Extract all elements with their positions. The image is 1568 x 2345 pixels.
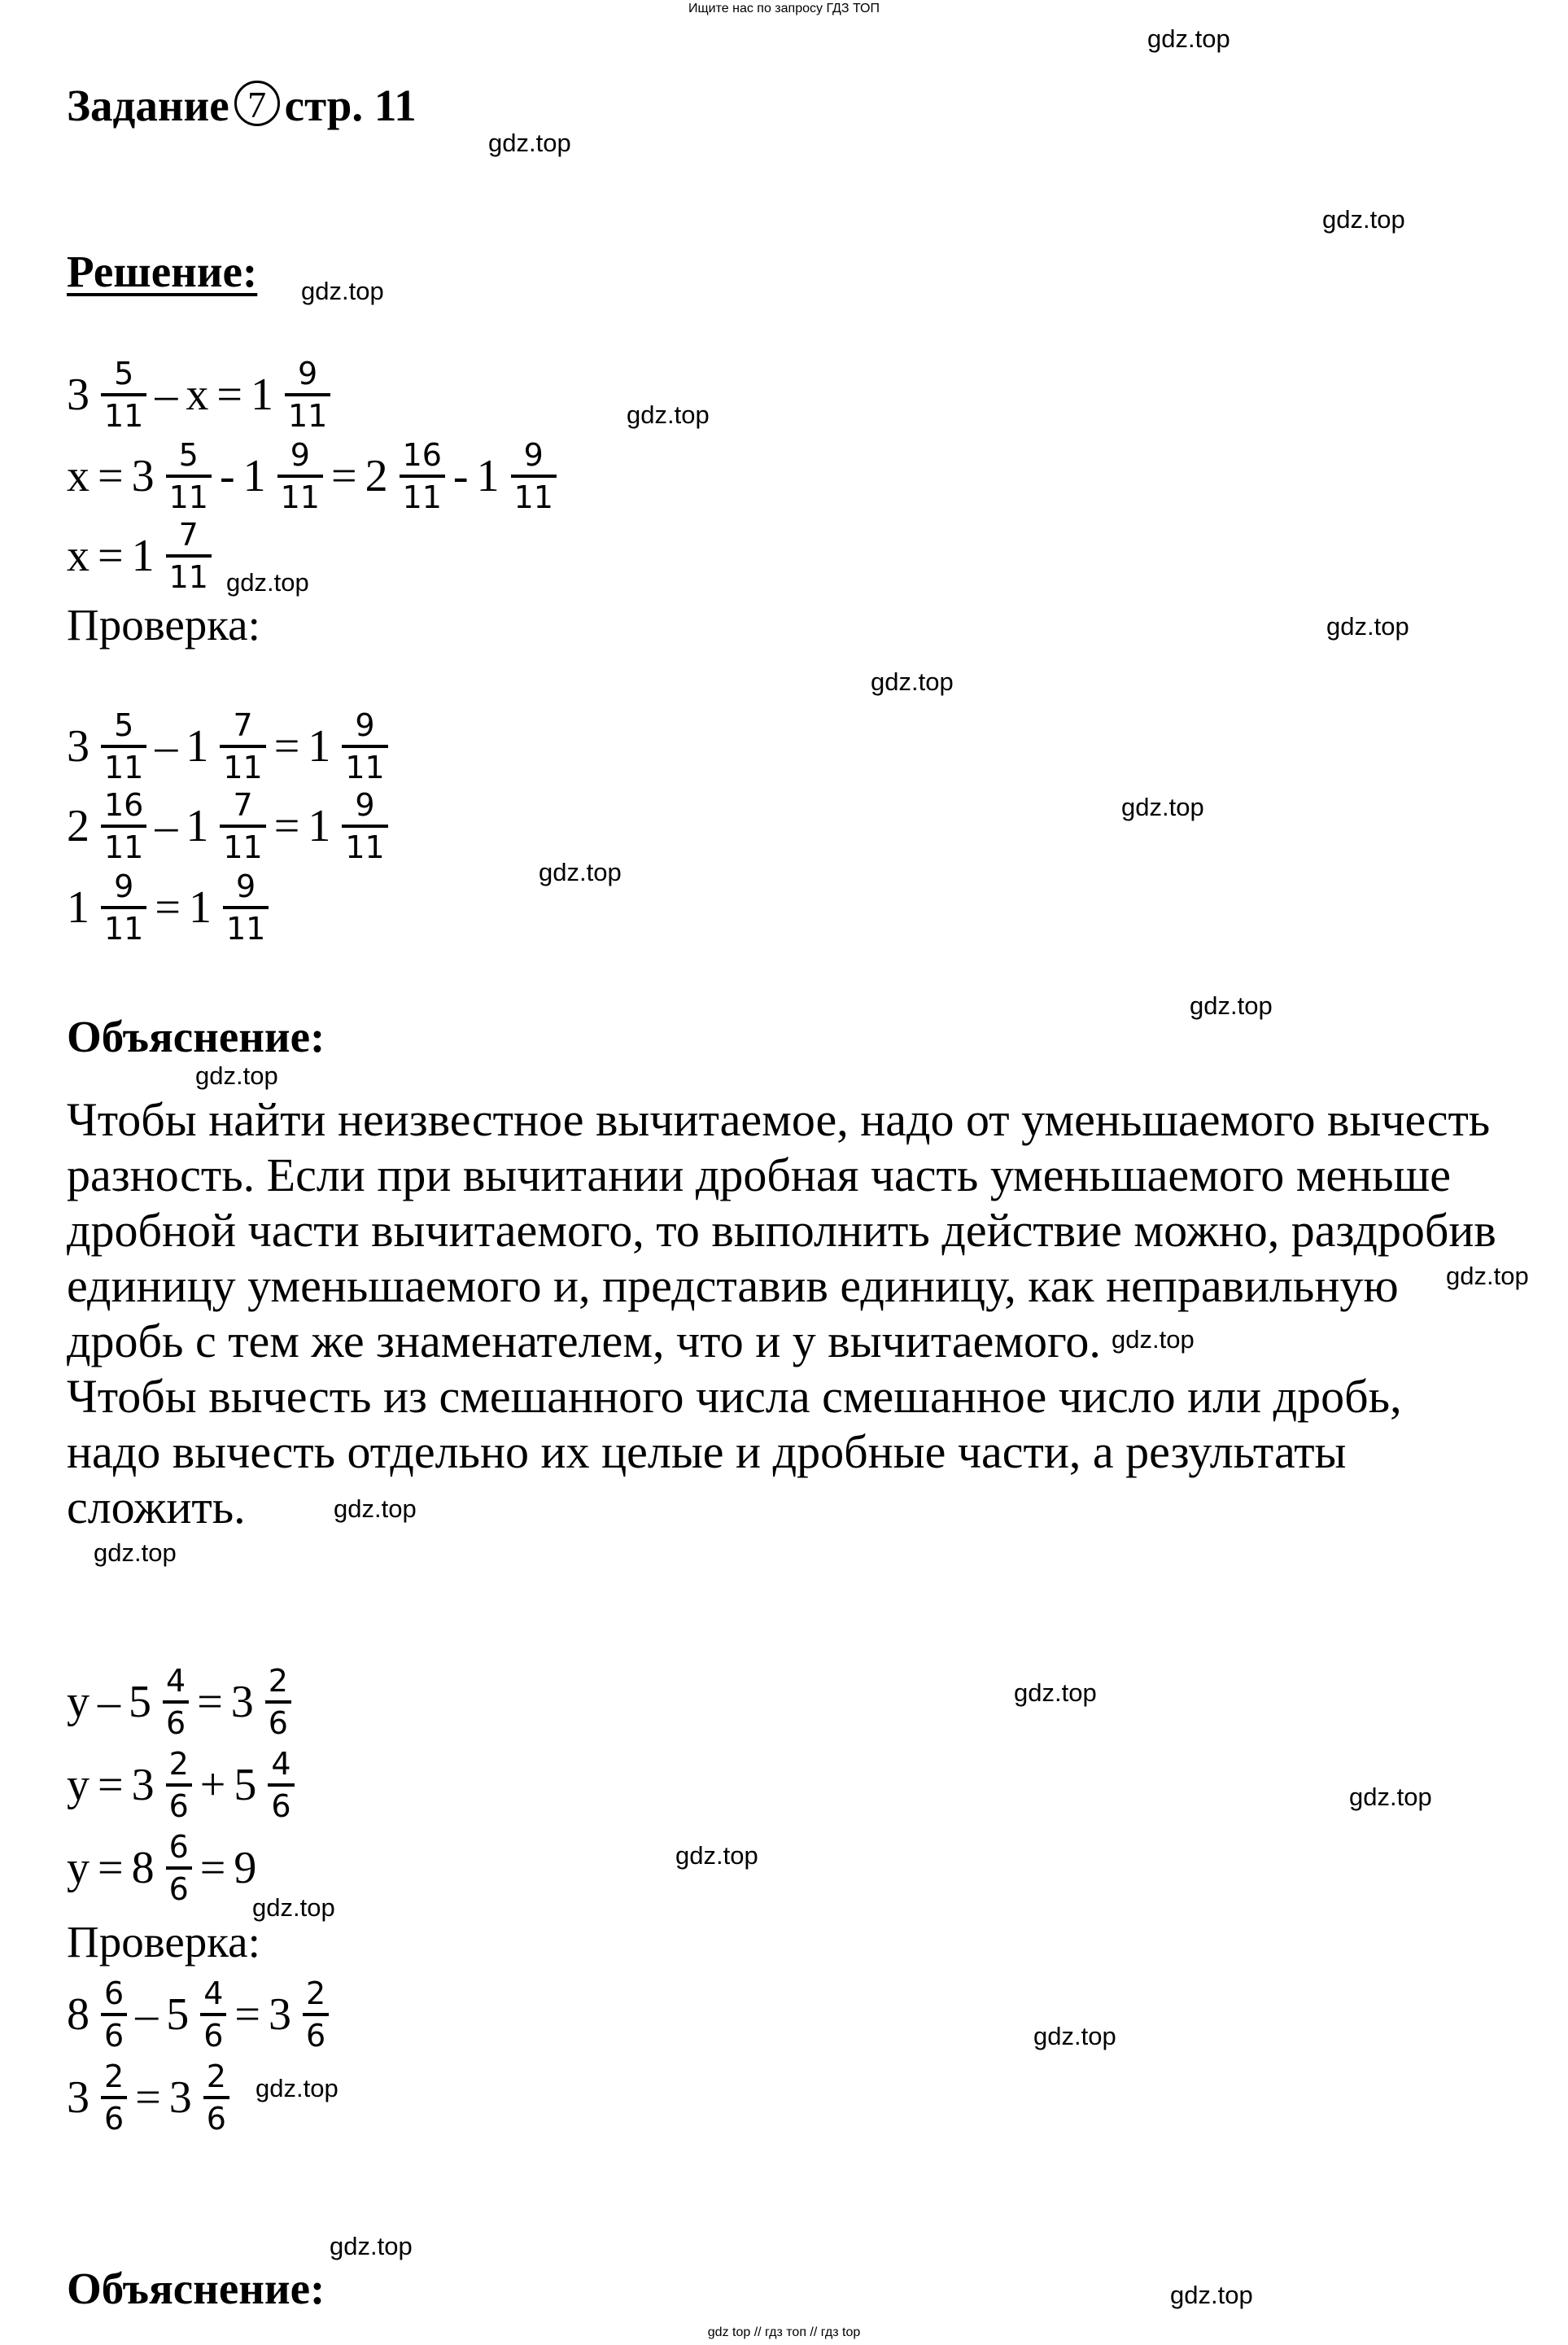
explanation-paragraph: Чтобы найти неизвестное вычитаемое, надо от уменьшаемого вычесть разность. Если при вычитании дробная часть уменьшаемого меньше дробной части вычитаемого, то выполнить действие можно, раздробив единицу уменьшаемого и, представив единицу, как неправильную дробь с тем же знаменателем, что и у вычитаемого. Чтобы вычесть из смешанного числа смешанное число или дробь, надо вычесть отдельно их целые и дробные части, а результаты сложить. bbox=[67, 1093, 1496, 1533]
watermark: gdz.top bbox=[871, 667, 954, 696]
equation-row: x = 1 $\frac{7}{11}$ bbox=[67, 511, 220, 601]
check-label: Проверка: bbox=[67, 600, 260, 650]
watermark: gdz.top bbox=[1190, 991, 1273, 1020]
watermark: gdz.top bbox=[488, 129, 571, 157]
watermark: gdz.top bbox=[1349, 1783, 1432, 1811]
watermark: gdz.top bbox=[1014, 1678, 1097, 1707]
watermark: gdz.top bbox=[1147, 24, 1230, 53]
watermark: gdz.top bbox=[1322, 205, 1405, 234]
watermark: gdz.top bbox=[539, 858, 622, 886]
check-row: 3 $\frac{2}{6}$ = 3 $\frac{2}{6}$ bbox=[67, 2053, 238, 2142]
check-row: 2 $\frac{16}{11}$ – 1 $\frac{7}{11}$ = 1 $\frac{9}{11}$ bbox=[67, 781, 396, 871]
check-row: 1 $\frac{9}{11}$ = 1 $\frac{9}{11}$ bbox=[67, 863, 277, 952]
watermark: gdz.top bbox=[94, 1538, 177, 1567]
top-banner: Ищите нас по запросу ГДЗ ТОП bbox=[688, 2, 880, 15]
watermark: gdz.top bbox=[252, 1893, 335, 1922]
task-heading bbox=[67, 80, 417, 131]
check-row: 8 $\frac{6}{6}$ – 5 $\frac{4}{6}$ = 3 $\frac{2}{6}$ bbox=[67, 1970, 337, 2059]
watermark: gdz.top bbox=[226, 568, 309, 597]
solution-label: Решение: bbox=[67, 247, 258, 296]
watermark: gdz.top bbox=[1121, 793, 1204, 821]
equation-row: y – 5 $\frac{4}{6}$ = 3 $\frac{2}{6}$ bbox=[67, 1657, 299, 1747]
equation-row: y = 3 $\frac{2}{6}$ + 5 $\frac{4}{6}$ bbox=[67, 1740, 303, 1830]
watermark: gdz.top bbox=[301, 277, 384, 305]
watermark: gdz.top bbox=[1446, 1262, 1529, 1290]
explanation-label-2: Объяснение: bbox=[67, 2264, 325, 2313]
watermark: gdz.top bbox=[1112, 1325, 1195, 1354]
task-number-circle: 7 bbox=[234, 81, 280, 126]
watermark: gdz.top bbox=[1326, 612, 1409, 641]
watermark: gdz.top bbox=[627, 400, 710, 429]
watermark: gdz.top bbox=[675, 1841, 758, 1870]
watermark: gdz.top bbox=[330, 2232, 413, 2260]
equation-row: 3 $\frac{5}{11}$ – x = 1 $\frac{9}{11}$ bbox=[67, 350, 338, 440]
check-label: Проверка: bbox=[67, 1917, 260, 1967]
page-ref: стр. 11 bbox=[284, 81, 417, 130]
check-row: 3 $\frac{5}{11}$ – 1 $\frac{7}{11}$ = 1 $\frac{9}{11}$ bbox=[67, 702, 396, 791]
task-word: Задание bbox=[67, 81, 229, 130]
watermark: gdz.top bbox=[334, 1494, 417, 1523]
watermark: gdz.top bbox=[1170, 2281, 1253, 2309]
watermark: gdz.top bbox=[195, 1061, 278, 1090]
equation-row: y = 8 $\frac{6}{6}$ = 9 bbox=[67, 1829, 257, 1907]
bottom-banner: gdz top // гдз топ // гдз top bbox=[707, 2325, 861, 2339]
equation-row: x = 3 $\frac{5}{11}$ - 1 $\frac{9}{11}$ = 2 $\frac{16}{11}$ - 1 $\frac{9}{11}$ bbox=[67, 431, 565, 521]
explanation-label: Объяснение: bbox=[67, 1012, 325, 1061]
watermark: gdz.top bbox=[256, 2074, 338, 2102]
watermark: gdz.top bbox=[1033, 2022, 1116, 2050]
